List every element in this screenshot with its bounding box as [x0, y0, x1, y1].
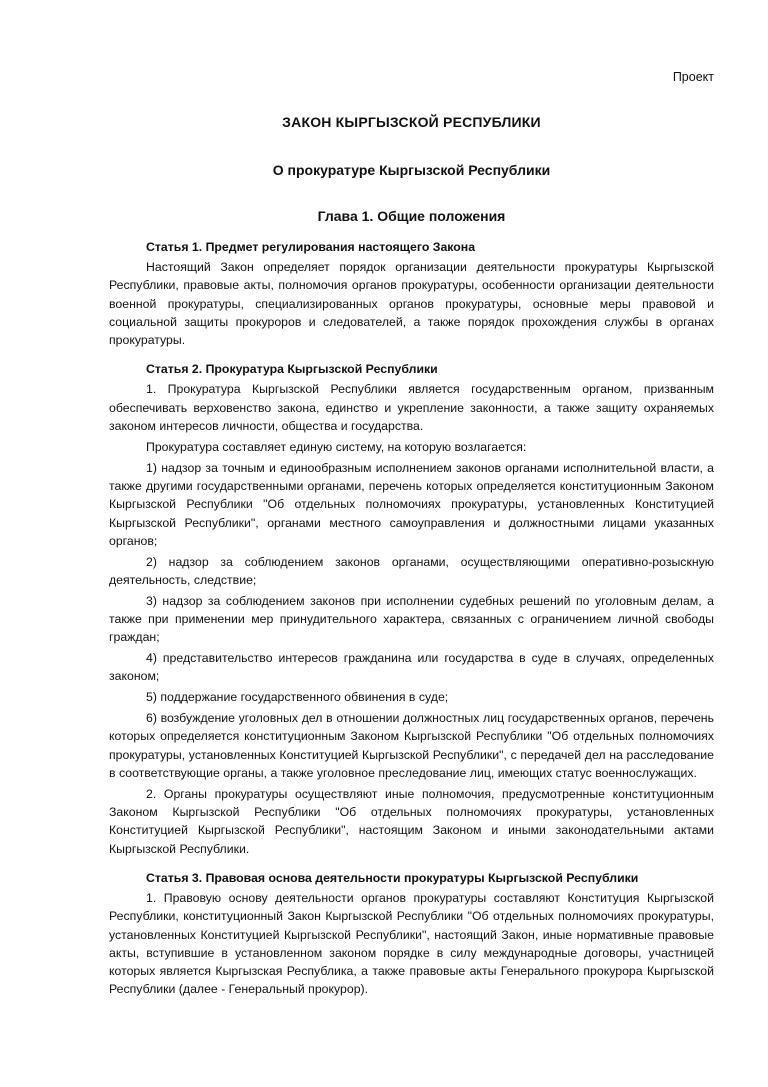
article-title: Статья 2. Прокуратура Кыргызской Республики [146, 362, 438, 377]
article-2 [109, 360, 714, 857]
draft-label: Проект [672, 70, 714, 84]
paragraph: Прокуратура составляет единую систему, на которую возлагается: [146, 439, 527, 454]
paragraph: 4) представительство интересов гражданина или государства в суде в случаях, определенных законом; [109, 651, 714, 684]
paragraph: 3) надзор за соблюдением законов при исполнении судебных решений по уголовным делам, а также при применении мер принудительного характера, связанных с ограничением личной свободы граждан; [109, 593, 714, 645]
article-title: Статья 1. Предмет регулирования настоящего Закона [146, 240, 476, 254]
article-title: Статья 3. Правовая основа деятельности прокуратуры Кыргызской Республики [146, 870, 639, 885]
paragraph: Настоящий Закон определяет порядок организации деятельности прокуратуры Кыргызской Республики, правовые акты, полномочия органов прокуратуры, особенности организации деятельности военной прокуратуры, специализированных органов прокуратуры, основные меры правовой и социальной защиты прокуроров и следователей, а также порядок прохождения службы в органах прокуратуры. [109, 260, 714, 348]
chapter-heading: Глава 1. Общие положения [317, 208, 506, 224]
paragraph: 1. Прокуратура Кыргызской Республики является государственным органом, призванным обеспечивать верховенство закона, единство и укрепление законности, а также защиту охраняемых законом интересов личности, общества и государства. [109, 382, 714, 434]
document-page [109, 70, 714, 1001]
paragraph: 6) возбуждение уголовных дел в отношении должностных лиц государственных органов, перечень которых определяется конституционным Законом Кыргызской Республики "Об отдельных полномочиях прокуратуры, установленных Конституцией Кыргызской Республики", с передачей дел на расследование в соответствующие органы, а также уголовное преследование лиц, имеющих статус военнослужащих. [109, 711, 714, 780]
paragraph: 2. Органы прокуратуры осуществляют иные полномочия, предусмотренные конституционным Законом Кыргызской Республики "Об отдельных полномочиях прокуратуры, установленных Конституцией Кыргызской Республики", настоящим Законом и иными законодательными актами Кыргызской Республики. [109, 786, 714, 856]
paragraph: 1) надзор за точным и единообразным исполнением законов органами исполнительной власти, а также другими государственными органами, перечень которых определяется конституционным Законом Кыргызской Республики "Об отдельных полномочиях прокуратуры, установленных Конституцией Кыргызской Республики", органами местного самоуправления и должностными лицами указанных органов; [109, 460, 714, 548]
law-subtitle: О прокуратуре Кыргызской Республики [272, 162, 551, 178]
paragraph: 5) поддержание государственного обвинения в суде; [146, 690, 449, 705]
paragraph: 1. Правовую основу деятельности органов прокуратуры составляют Конституция Кыргызской Республики, конституционный Закон Кыргызской Республики "Об отдельных полномочиях прокуратуры, установленных Конституцией Кыргызской Республики", настоящий Закон, иные нормативные правовые акты, вступившие в установленном законом порядке в силу международные договоры, участницей которых является Кыргызская Республика, а также правовые акты Генерального прокурора Кыргызской Республики (далее - Генеральный прокурор). [109, 890, 714, 997]
paragraph: 2) надзор за соблюдением законов органами, осуществляющими оперативно-розыскную деятельность, следствие; [109, 554, 714, 587]
law-title: ЗАКОН КЫРГЫЗСКОЙ РЕСПУБЛИКИ [282, 114, 541, 130]
article-3 [109, 869, 714, 999]
article-1 [109, 238, 714, 349]
